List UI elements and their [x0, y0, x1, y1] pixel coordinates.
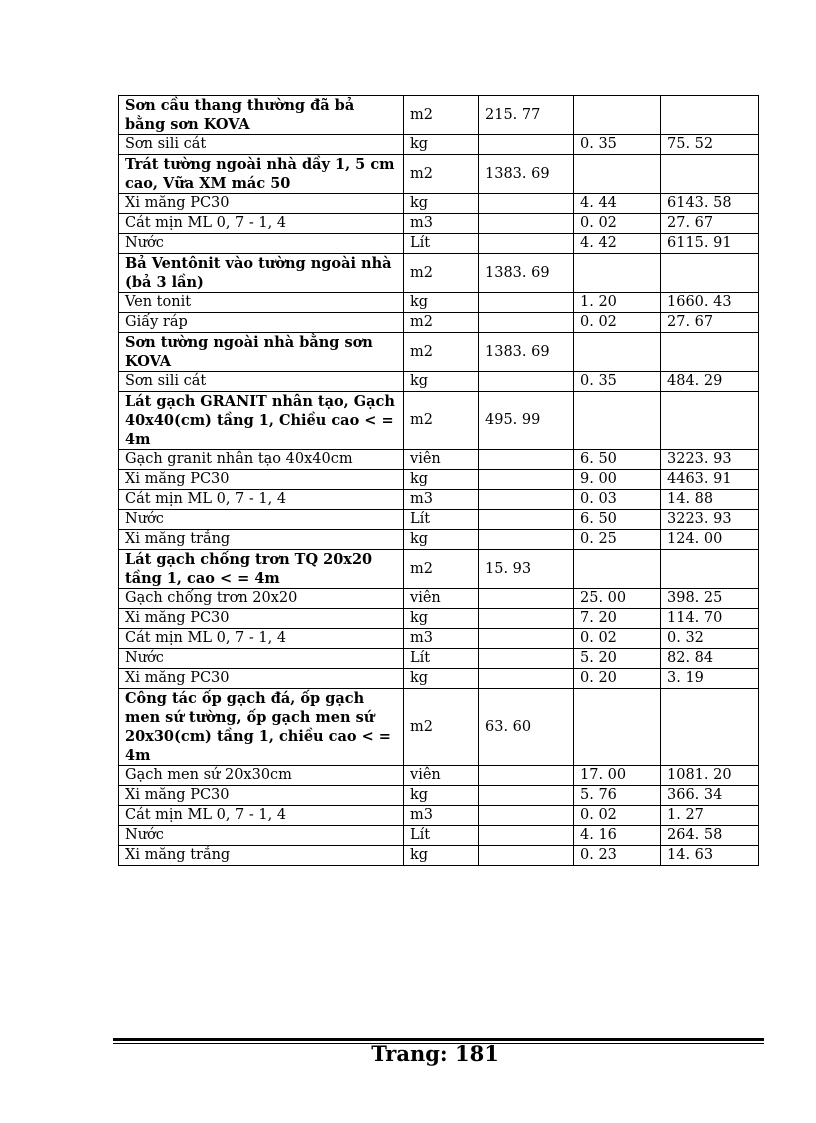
work-item-row — [119, 96, 759, 135]
item-name-cell: Xi măng trắng — [119, 530, 404, 550]
norm-cell: 0. 25 — [574, 530, 661, 550]
quantity-cell — [479, 372, 574, 392]
material-row — [119, 214, 759, 234]
norm-cell — [574, 333, 661, 372]
norm-cell: 0. 02 — [574, 313, 661, 333]
quantity-cell — [479, 846, 574, 866]
total-cell: 1660. 43 — [661, 293, 759, 313]
total-cell — [661, 392, 759, 450]
material-row — [119, 135, 759, 155]
item-name-cell: Gạch granit nhân tạo 40x40cm — [119, 450, 404, 470]
item-name-cell: Xi măng PC30 — [119, 194, 404, 214]
quantity-cell — [479, 450, 574, 470]
material-row — [119, 766, 759, 786]
item-name-cell: Công tác ốp gạch đá, ốp gạch men sứ tường, ốp gạch men sứ 20x30(cm) tầng 1, chiều cao < = 4m — [119, 689, 404, 766]
norm-cell: 0. 02 — [574, 806, 661, 826]
material-row — [119, 293, 759, 313]
material-row — [119, 649, 759, 669]
material-row — [119, 313, 759, 333]
item-name-cell: Bả Ventônit vào tường ngoài nhà (bả 3 lần) — [119, 254, 404, 293]
total-cell: 114. 70 — [661, 609, 759, 629]
material-row — [119, 194, 759, 214]
unit-cell: viên — [404, 766, 479, 786]
item-name-cell: Giấy ráp — [119, 313, 404, 333]
material-row — [119, 450, 759, 470]
total-cell: 124. 00 — [661, 530, 759, 550]
quantity-cell — [479, 669, 574, 689]
unit-cell: kg — [404, 372, 479, 392]
work-item-row — [119, 254, 759, 293]
material-row — [119, 510, 759, 530]
unit-cell: m2 — [404, 155, 479, 194]
quantity-cell — [479, 589, 574, 609]
quantity-cell — [479, 609, 574, 629]
unit-cell: m2 — [404, 333, 479, 372]
quantity-cell — [479, 234, 574, 254]
unit-cell: Lít — [404, 826, 479, 846]
quantity-cell: 1383. 69 — [479, 155, 574, 194]
material-row — [119, 530, 759, 550]
norm-cell: 0. 20 — [574, 669, 661, 689]
item-name-cell: Xi măng PC30 — [119, 470, 404, 490]
page-number: Trang: 181 — [371, 1041, 499, 1066]
unit-cell: m2 — [404, 689, 479, 766]
item-name-cell: Xi măng PC30 — [119, 669, 404, 689]
unit-cell: kg — [404, 293, 479, 313]
quantity-cell — [479, 214, 574, 234]
norm-cell: 9. 00 — [574, 470, 661, 490]
quantity-cell: 1383. 69 — [479, 333, 574, 372]
item-name-cell: Nước — [119, 826, 404, 846]
norm-cell — [574, 550, 661, 589]
item-name-cell: Nước — [119, 234, 404, 254]
quantity-cell — [479, 490, 574, 510]
item-name-cell: Xi măng PC30 — [119, 786, 404, 806]
item-name-cell: Nước — [119, 649, 404, 669]
norm-cell — [574, 96, 661, 135]
item-name-cell: Trát tường ngoài nhà dầy 1, 5 cm cao, Vữa XM mác 50 — [119, 155, 404, 194]
work-item-row — [119, 333, 759, 372]
total-cell: 14. 88 — [661, 490, 759, 510]
quantity-cell: 63. 60 — [479, 689, 574, 766]
quantity-cell — [479, 649, 574, 669]
quantity-cell: 495. 99 — [479, 392, 574, 450]
total-cell — [661, 550, 759, 589]
total-cell — [661, 155, 759, 194]
unit-cell: m3 — [404, 214, 479, 234]
work-item-row — [119, 689, 759, 766]
item-name-cell: Gạch men sứ 20x30cm — [119, 766, 404, 786]
unit-cell: viên — [404, 450, 479, 470]
total-cell: 366. 34 — [661, 786, 759, 806]
unit-cell: kg — [404, 609, 479, 629]
norm-cell: 0. 02 — [574, 629, 661, 649]
item-name-cell: Cát mịn ML 0, 7 - 1, 4 — [119, 214, 404, 234]
total-cell: 3. 19 — [661, 669, 759, 689]
item-name-cell: Ven tonit — [119, 293, 404, 313]
unit-cell: kg — [404, 470, 479, 490]
unit-cell: m2 — [404, 550, 479, 589]
total-cell: 3223. 93 — [661, 510, 759, 530]
norm-cell: 0. 35 — [574, 372, 661, 392]
quantity-cell — [479, 786, 574, 806]
total-cell: 27. 67 — [661, 214, 759, 234]
unit-cell: Lít — [404, 510, 479, 530]
total-cell — [661, 254, 759, 293]
item-name-cell: Gạch chống trơn 20x20 — [119, 589, 404, 609]
quantity-table — [118, 95, 759, 866]
norm-cell: 5. 76 — [574, 786, 661, 806]
item-name-cell: Cát mịn ML 0, 7 - 1, 4 — [119, 490, 404, 510]
norm-cell: 7. 20 — [574, 609, 661, 629]
material-row — [119, 826, 759, 846]
material-row — [119, 629, 759, 649]
unit-cell: m3 — [404, 490, 479, 510]
unit-cell: m2 — [404, 392, 479, 450]
norm-cell: 25. 00 — [574, 589, 661, 609]
total-cell: 82. 84 — [661, 649, 759, 669]
unit-cell: m3 — [404, 806, 479, 826]
material-row — [119, 669, 759, 689]
total-cell: 0. 32 — [661, 629, 759, 649]
norm-cell: 0. 23 — [574, 846, 661, 866]
total-cell: 1081. 20 — [661, 766, 759, 786]
unit-cell: kg — [404, 530, 479, 550]
quantity-cell: 215. 77 — [479, 96, 574, 135]
material-row — [119, 609, 759, 629]
material-row — [119, 470, 759, 490]
total-cell: 398. 25 — [661, 589, 759, 609]
unit-cell: kg — [404, 846, 479, 866]
quantity-cell — [479, 530, 574, 550]
material-row — [119, 589, 759, 609]
unit-cell: kg — [404, 135, 479, 155]
quantity-cell: 1383. 69 — [479, 254, 574, 293]
norm-cell: 6. 50 — [574, 510, 661, 530]
item-name-cell: Xi măng trắng — [119, 846, 404, 866]
quantity-cell — [479, 629, 574, 649]
material-row — [119, 846, 759, 866]
unit-cell: Lít — [404, 234, 479, 254]
norm-cell — [574, 689, 661, 766]
work-item-row — [119, 155, 759, 194]
norm-cell: 4. 16 — [574, 826, 661, 846]
material-row — [119, 806, 759, 826]
work-item-row — [119, 392, 759, 450]
unit-cell: kg — [404, 786, 479, 806]
quantity-cell — [479, 806, 574, 826]
norm-cell: 5. 20 — [574, 649, 661, 669]
unit-cell: m2 — [404, 254, 479, 293]
item-name-cell: Nước — [119, 510, 404, 530]
material-row — [119, 786, 759, 806]
unit-cell: kg — [404, 194, 479, 214]
unit-cell: viên — [404, 589, 479, 609]
quantity-cell — [479, 470, 574, 490]
quantity-cell — [479, 510, 574, 530]
norm-cell — [574, 155, 661, 194]
quantity-table-body — [119, 96, 759, 866]
material-row — [119, 234, 759, 254]
quantity-cell — [479, 766, 574, 786]
total-cell: 4463. 91 — [661, 470, 759, 490]
total-cell: 484. 29 — [661, 372, 759, 392]
total-cell: 75. 52 — [661, 135, 759, 155]
norm-cell: 17. 00 — [574, 766, 661, 786]
total-cell — [661, 96, 759, 135]
unit-cell: m2 — [404, 96, 479, 135]
quantity-cell — [479, 826, 574, 846]
item-name-cell: Sơn cầu thang thường đã bả bằng sơn KOVA — [119, 96, 404, 135]
material-row — [119, 372, 759, 392]
total-cell — [661, 333, 759, 372]
quantity-cell — [479, 194, 574, 214]
item-name-cell: Lát gạch chống trơn TQ 20x20 tầng 1, cao < = 4m — [119, 550, 404, 589]
norm-cell — [574, 392, 661, 450]
quantity-cell — [479, 135, 574, 155]
norm-cell: 0. 03 — [574, 490, 661, 510]
item-name-cell: Cát mịn ML 0, 7 - 1, 4 — [119, 629, 404, 649]
unit-cell: m3 — [404, 629, 479, 649]
total-cell: 27. 67 — [661, 313, 759, 333]
item-name-cell: Xi măng PC30 — [119, 609, 404, 629]
material-row — [119, 490, 759, 510]
norm-cell: 0. 35 — [574, 135, 661, 155]
unit-cell: Lít — [404, 649, 479, 669]
total-cell: 6115. 91 — [661, 234, 759, 254]
quantity-cell: 15. 93 — [479, 550, 574, 589]
total-cell: 1. 27 — [661, 806, 759, 826]
work-item-row — [119, 550, 759, 589]
norm-cell: 4. 42 — [574, 234, 661, 254]
quantity-cell — [479, 293, 574, 313]
unit-cell: m2 — [404, 313, 479, 333]
norm-cell: 4. 44 — [574, 194, 661, 214]
total-cell — [661, 689, 759, 766]
norm-cell: 1. 20 — [574, 293, 661, 313]
total-cell: 14. 63 — [661, 846, 759, 866]
unit-cell: kg — [404, 669, 479, 689]
total-cell: 6143. 58 — [661, 194, 759, 214]
quantity-cell — [479, 313, 574, 333]
norm-cell — [574, 254, 661, 293]
norm-cell: 6. 50 — [574, 450, 661, 470]
total-cell: 3223. 93 — [661, 450, 759, 470]
total-cell: 264. 58 — [661, 826, 759, 846]
item-name-cell: Sơn tường ngoài nhà bằng sơn KOVA — [119, 333, 404, 372]
item-name-cell: Cát mịn ML 0, 7 - 1, 4 — [119, 806, 404, 826]
norm-cell: 0. 02 — [574, 214, 661, 234]
item-name-cell: Sơn sili cát — [119, 372, 404, 392]
item-name-cell: Lát gạch GRANIT nhân tạo, Gạch 40x40(cm) tầng 1, Chiều cao < = 4m — [119, 392, 404, 450]
item-name-cell: Sơn sili cát — [119, 135, 404, 155]
